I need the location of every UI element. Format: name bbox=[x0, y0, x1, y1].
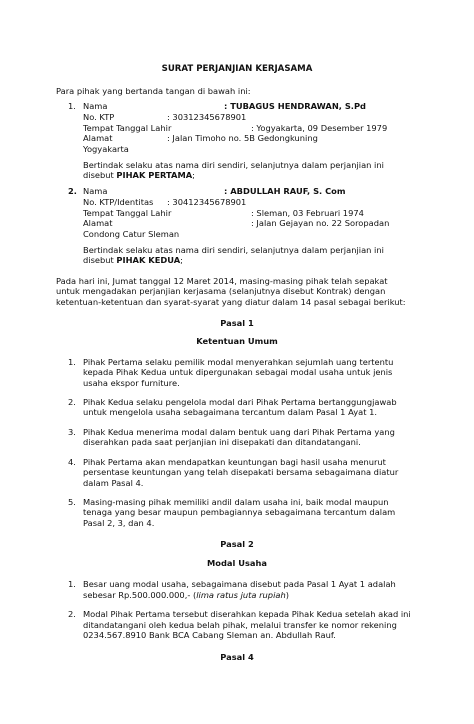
list-item-line: 0234.567.8910 Bank BCA Cabang Sleman an. Abdullah Rauf. bbox=[83, 630, 336, 640]
pasal-2-heading: Pasal 2 bbox=[220, 539, 254, 549]
address-value: : Jalan Timoho no. 5B Gedongkuning bbox=[167, 133, 318, 143]
list-number: 4. bbox=[68, 457, 76, 467]
pasal-1-subheading: Ketentuan Umum bbox=[196, 336, 278, 346]
list-item-line: Besar uang modal usaha, sebagaimana disebut pada Pasal 1 Ayat 1 adalah bbox=[83, 579, 396, 589]
list-item-line: persentase keuntungan yang telah disepakati bersama sebagaimana diatur bbox=[83, 467, 399, 477]
list-item-line: dalam Pasal 4. bbox=[83, 478, 144, 488]
name-label: Nama bbox=[83, 186, 108, 196]
list-item-line: sebesar Rp.500.000.000,- (lima ratus juta rupiah) bbox=[83, 590, 289, 600]
address-value: : Jalan Gejayan no. 22 Soropadan bbox=[251, 218, 390, 228]
name-value: : ABDULLAH RAUF, S. Com bbox=[224, 186, 346, 196]
paragraph-line: untuk mengadakan perjanjian kerjasama (selanjutnya disebut Kontrak) dengan bbox=[56, 286, 386, 296]
role-designation: disebut PIHAK KEDUA; bbox=[83, 255, 183, 265]
list-item-line: kepada Pihak Kedua untuk dipergunakan sebagai modal usaha untuk jenis bbox=[83, 367, 393, 377]
intro-text: Para pihak yang bertanda tangan di bawah ini: bbox=[56, 86, 251, 96]
list-number: 3. bbox=[68, 427, 76, 437]
pasal-1-heading: Pasal 1 bbox=[220, 318, 254, 328]
list-item-line: untuk mengelola usaha sebagaimana tercantum dalam Pasal 1 Ayat 1. bbox=[83, 407, 377, 417]
address-continuation: Condong Catur Sleman bbox=[83, 229, 180, 239]
role-text: Bertindak selaku atas nama diri sendiri, selanjutnya dalam perjanjian ini bbox=[83, 245, 384, 255]
role-text: Bertindak selaku atas nama diri sendiri, selanjutnya dalam perjanjian ini bbox=[83, 160, 384, 170]
address-label: Alamat bbox=[83, 218, 113, 228]
list-item-line: usaha ekspor furniture. bbox=[83, 378, 180, 388]
role-name: PIHAK KEDUA bbox=[116, 255, 181, 265]
list-number: 1. bbox=[68, 357, 76, 367]
role-designation: disebut PIHAK PERTAMA; bbox=[83, 170, 195, 180]
birth-label: Tempat Tanggal Lahir bbox=[83, 208, 172, 218]
address-continuation: Yogyakarta bbox=[83, 144, 129, 154]
list-item-line: diserahkan pada saat perjanjian ini disepakati dan ditandatangani. bbox=[83, 437, 361, 447]
paragraph-line: ketentuan-ketentuan dan syarat-syarat yang diatur dalam 14 pasal sebagai berikut: bbox=[56, 297, 406, 307]
list-item-line: Pihak Pertama selaku pemilik modal menyerahkan sejumlah uang tertentu bbox=[83, 357, 394, 367]
birth-value: : Sleman, 03 Februari 1974 bbox=[251, 208, 364, 218]
party-number: 2. bbox=[68, 186, 77, 196]
list-item-line: tenaga yang besar maupun pembagiannya sebagaimana tercantum dalam bbox=[83, 507, 396, 517]
list-item-line: Pihak Pertama akan mendapatkan keuntungan bagi hasil usaha menurut bbox=[83, 457, 386, 467]
party-number: 1. bbox=[68, 101, 76, 111]
list-item-line: Pihak Kedua selaku pengelola modal dari Pihak Pertama bertanggungjawab bbox=[83, 397, 397, 407]
pasal-4-heading: Pasal 4 bbox=[220, 652, 254, 662]
document-title: SURAT PERJANJIAN KERJASAMA bbox=[161, 64, 313, 74]
name-label: Nama bbox=[83, 101, 108, 111]
name-value: : TUBAGUS HENDRAWAN, S.Pd bbox=[224, 101, 366, 111]
amount-in-words: lima ratus juta rupiah bbox=[196, 590, 286, 600]
birth-value: : Yogyakarta, 09 Desember 1979 bbox=[251, 123, 388, 133]
address-label: Alamat bbox=[83, 133, 113, 143]
list-item-line: Modal Pihak Pertama tersebut diserahkan kepada Pihak Kedua setelah akad ini bbox=[83, 609, 411, 619]
ktp-label: No. KTP bbox=[83, 112, 115, 122]
pasal-2-subheading: Modal Usaha bbox=[206, 558, 267, 568]
list-number: 1. bbox=[68, 579, 76, 589]
list-item-line: Pihak Kedua menerima modal dalam bentuk uang dari Pihak Pertama yang bbox=[83, 427, 395, 437]
paragraph-line: Pada hari ini, Jumat tanggal 12 Maret 2014, masing-masing pihak telah sepakat bbox=[56, 276, 388, 286]
ktp-label: No. KTP/Identitas bbox=[83, 197, 154, 207]
ktp-value: : 30312345678901 bbox=[167, 112, 247, 122]
list-item-line: Pasal 2, 3, dan 4. bbox=[83, 518, 155, 528]
list-number: 2. bbox=[68, 609, 76, 619]
list-number: 2. bbox=[68, 397, 76, 407]
role-name: PIHAK PERTAMA bbox=[116, 170, 193, 180]
ktp-value: : 30412345678901 bbox=[167, 197, 247, 207]
list-item-line: Masing-masing pihak memiliki andil dalam usaha ini, baik modal maupun bbox=[83, 497, 389, 507]
birth-label: Tempat Tanggal Lahir bbox=[83, 123, 172, 133]
list-item-line: ditandatangani oleh kedua belah pihak, melalui transfer ke nomor rekening bbox=[83, 620, 397, 630]
list-number: 5. bbox=[68, 497, 76, 507]
